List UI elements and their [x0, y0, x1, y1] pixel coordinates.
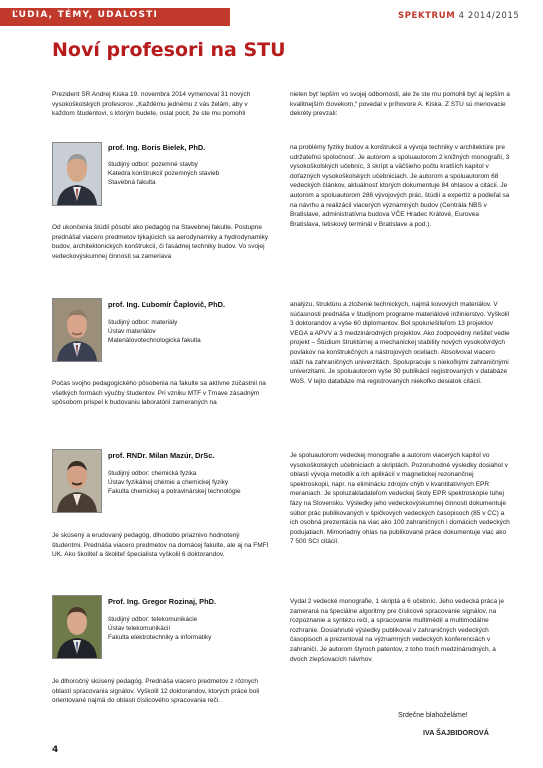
professor-3-name: prof. RNDr. Milan Mazúr, DrSc. [108, 451, 215, 460]
intro-left: Prezident SR Andrej Kiska 19. novembra 2014 vymenoval 31 nových vysokoškolských profesorov. „Každému jednému z vás želám, aby v každom študentovi, s ktorým budete, ostal pocit, že ste mu pomohli [52, 91, 251, 118]
professor-3-dept: Ústav fyzikálnej chémie a chemickej fyziky [108, 479, 229, 487]
professor-1-field: študijný odbor: pozemné stavby [108, 161, 198, 168]
professor-2-dept: Ústav materiálov [108, 328, 156, 336]
professor-3-faculty: Fakulta chemickej a potravinárskej technológie [108, 488, 241, 496]
professor-2-details [108, 318, 201, 346]
professor-1-dept: Katedra konštrukcií pozemných stavieb [108, 170, 220, 178]
portrait-rozinaj [52, 595, 102, 659]
portrait-rozinaj-image [53, 596, 101, 658]
professor-4-name: Prof. Ing. Gregor Rozinaj, PhD. [108, 597, 216, 606]
portrait-bielek [52, 142, 102, 206]
professor-1-name: prof. Ing. Boris Bielek, PhD. [108, 143, 206, 152]
article-author: IVA ŠAJBIDOROVÁ [423, 728, 489, 737]
portrait-caplovic-image [53, 299, 101, 361]
professor-2-name: prof. Ing. Ľubomír Čaplovič, PhD. [108, 300, 226, 309]
professor-2-field: študijný odbor: materiály [108, 319, 178, 326]
intro-right: nielen byť lepším vo svojej odbornosti, ale že ste mu pomohli byť aj lepším a kvalitnejším človekom,“ povedal v príhovore A. Kiska. Z STU sú menovacie dekréty prevzali: [290, 91, 510, 118]
section-label: ĽUDIA, TÉMY, UDALOSTI [12, 10, 159, 20]
issue-number: 4 2014/2015 [458, 11, 520, 21]
professor-2-faculty: Materiálovotechnologická fakulta [108, 337, 201, 345]
portrait-bielek-image [53, 143, 101, 205]
professor-1-details [108, 160, 219, 188]
page-number: 4 [52, 745, 59, 755]
portrait-mazur-image [53, 450, 101, 512]
professor-1-text-left: Od ukončenia štúdií pôsobí ako pedagóg na Stavebnej fakulte. Postupne prednášal viacero predmetov týkajúcich sa aerodynamiky a hydrodynamiky budov, architektonických konštrukcií, či fasádnej techniky budov. Vo svojej vedeckovýskumnej činnosti sa zameriava [52, 224, 269, 260]
professor-3-details [108, 469, 241, 497]
professor-3-text-left: Je skúsený a erudovaný pedagóg, dlhodobo priaznivo hodnotený študentmi. Prednáša viacero predmetov na domácej fakulte, ale aj na FMFI UK. Ako školiteľ a školiteľ špecialista vyškolil 6 doktorandov. [52, 532, 269, 559]
closing-greeting: Srdečne blahoželáme! [398, 712, 468, 719]
professor-1-faculty: Stavebná fakulta [108, 179, 156, 187]
professor-4-text-right: Vydal 2 vedecké monografie, 1 skriptá a 6 učebníc. Jeho vedecká práca je zameraná na špeciálne algoritmy pre číslicové spracovanie signálov, na rozpoznanie a syntézu reči, a spracovanie multimédií a multimodálne rozhranie. Dosiahnuté výsledky publikoval v zahraničných vedeckých časopisoch a prezentoval na významných vedeckých konferenciách v zahraničí. Je autorom štyroch patentov, z toho troch medzinárodných, a dvoch zlepšovacích návrhov. [290, 598, 505, 663]
professor-3-text-right: Je spoluautorom vedeckej monografie a autorom viacerých kapitol vo vysokoškolských učebniciach a skriptách. Pozoruhodné výsledky dosiahol v oblasti vývoja metodík a ich aplikácií v magnetickej rezonančnej spektroskopii, napr. na elimináciu zdrojov chýb v kvantitatívnych EPR meraniach. Je spoluzakladateľom vedeckej školy EPR spektroskopie tuhej fázy na Slovensku. Výsledky jeho vedeckovýskumnej činnosti dokumentuje súbor prác publikovaných v špičkových vedeckých časopisoch (85 v CC) a ich osobná prezentácia na viac ako 100 zahraničných i domácich vedeckých podujatiach. Mimoriadny ohlas na publikované práce dokumentuje viac ako 7 500 SCI citácií. [290, 452, 510, 546]
professor-4-dept: Ústav telekomunikácií [108, 625, 171, 633]
professor-4-text-left: Je dlhoročný skúsený pedagóg. Prednáša viacero predmetov z rôznych oblastí spracovania signálov. Vyškolil 12 doktorandov, ktorých práce boli orientované najmä do oblasti číslicového spracovania reči. [52, 678, 260, 705]
professor-4-faculty: Fakulta elektrotechniky a informatiky [108, 634, 212, 642]
professor-2-text-left: Počas svojho pedagogického pôsobenia na fakulte sa aktívne zúčastnil na všetkých formách výučby študentov. Pri vzniku MTF v Trnave zásadným spôsobom prispel k budovaniu laboratórií zameraných na [52, 380, 266, 407]
professor-1-text-right: na problémy fyziky budov a konštrukcií a vývoja techniky v architektúre pre udržateľnú spoločnosť. Je autorom a spoluautorom 2 knižných monografií, 3 vysokoškolských učebníc, 3 skrípt a väčšieho počtu kratších kapitol v doťazných vysokoškolských učebniciach. Je autorom a spoluautorom 68 vedeckých článkov, aktuálnosť ktorých dokumentuje 84 ohlasov a citácií. Je autorom a spoluautorom 286 vývojových prác, štúdií a expertíz a podieľal sa na návrhu a realizácii viacerých významných budov (Centrála NBS v Bratislave, administratívna budova VČE Hradec Králové, Eurovea Bratislava, letiskový terminál v Bratislave a pod.). [290, 144, 510, 228]
magazine-header [398, 11, 519, 21]
portrait-caplovic [52, 298, 102, 362]
professor-4-details [108, 615, 211, 643]
professor-3-field: študijný odbor: chemická fyzika [108, 470, 197, 477]
magazine-name: SPEKTRUM [398, 11, 456, 21]
page-title: Noví profesori na STU [52, 39, 286, 61]
portrait-mazur [52, 449, 102, 513]
professor-2-text-right: analýzu, štruktúru a zloženie technických, najmä kovových materiálov. V súčasnosti prednáša v študijnom programe materiálové inžinierstvo. Vyškolil 3 doktorandov a vyše 60 diplomantov. Bol spoluriešiteľom 13 projektov VEGA a APVV a 3 medzinárodných projektov. Ako zodpovedný riešiteľ vedie projekt – Štúdium štruktúrnej a mechanickej stability nových vysokotvrdých povlakov na konštrukčných a nástrojových oceliach. Absolvoval viacero stáží na zahraničných univerzitách. Spolupracuje s niekoľkými zahraničnými univerzitami. Je spoluautorom vyše 30 publikácií registrovaných v databáze WoS. V tejto databáze má registrovaných niekoľko desiatok citácií. [290, 301, 510, 385]
professor-4-field: študijný odbor: telekomunikácie [108, 616, 198, 623]
